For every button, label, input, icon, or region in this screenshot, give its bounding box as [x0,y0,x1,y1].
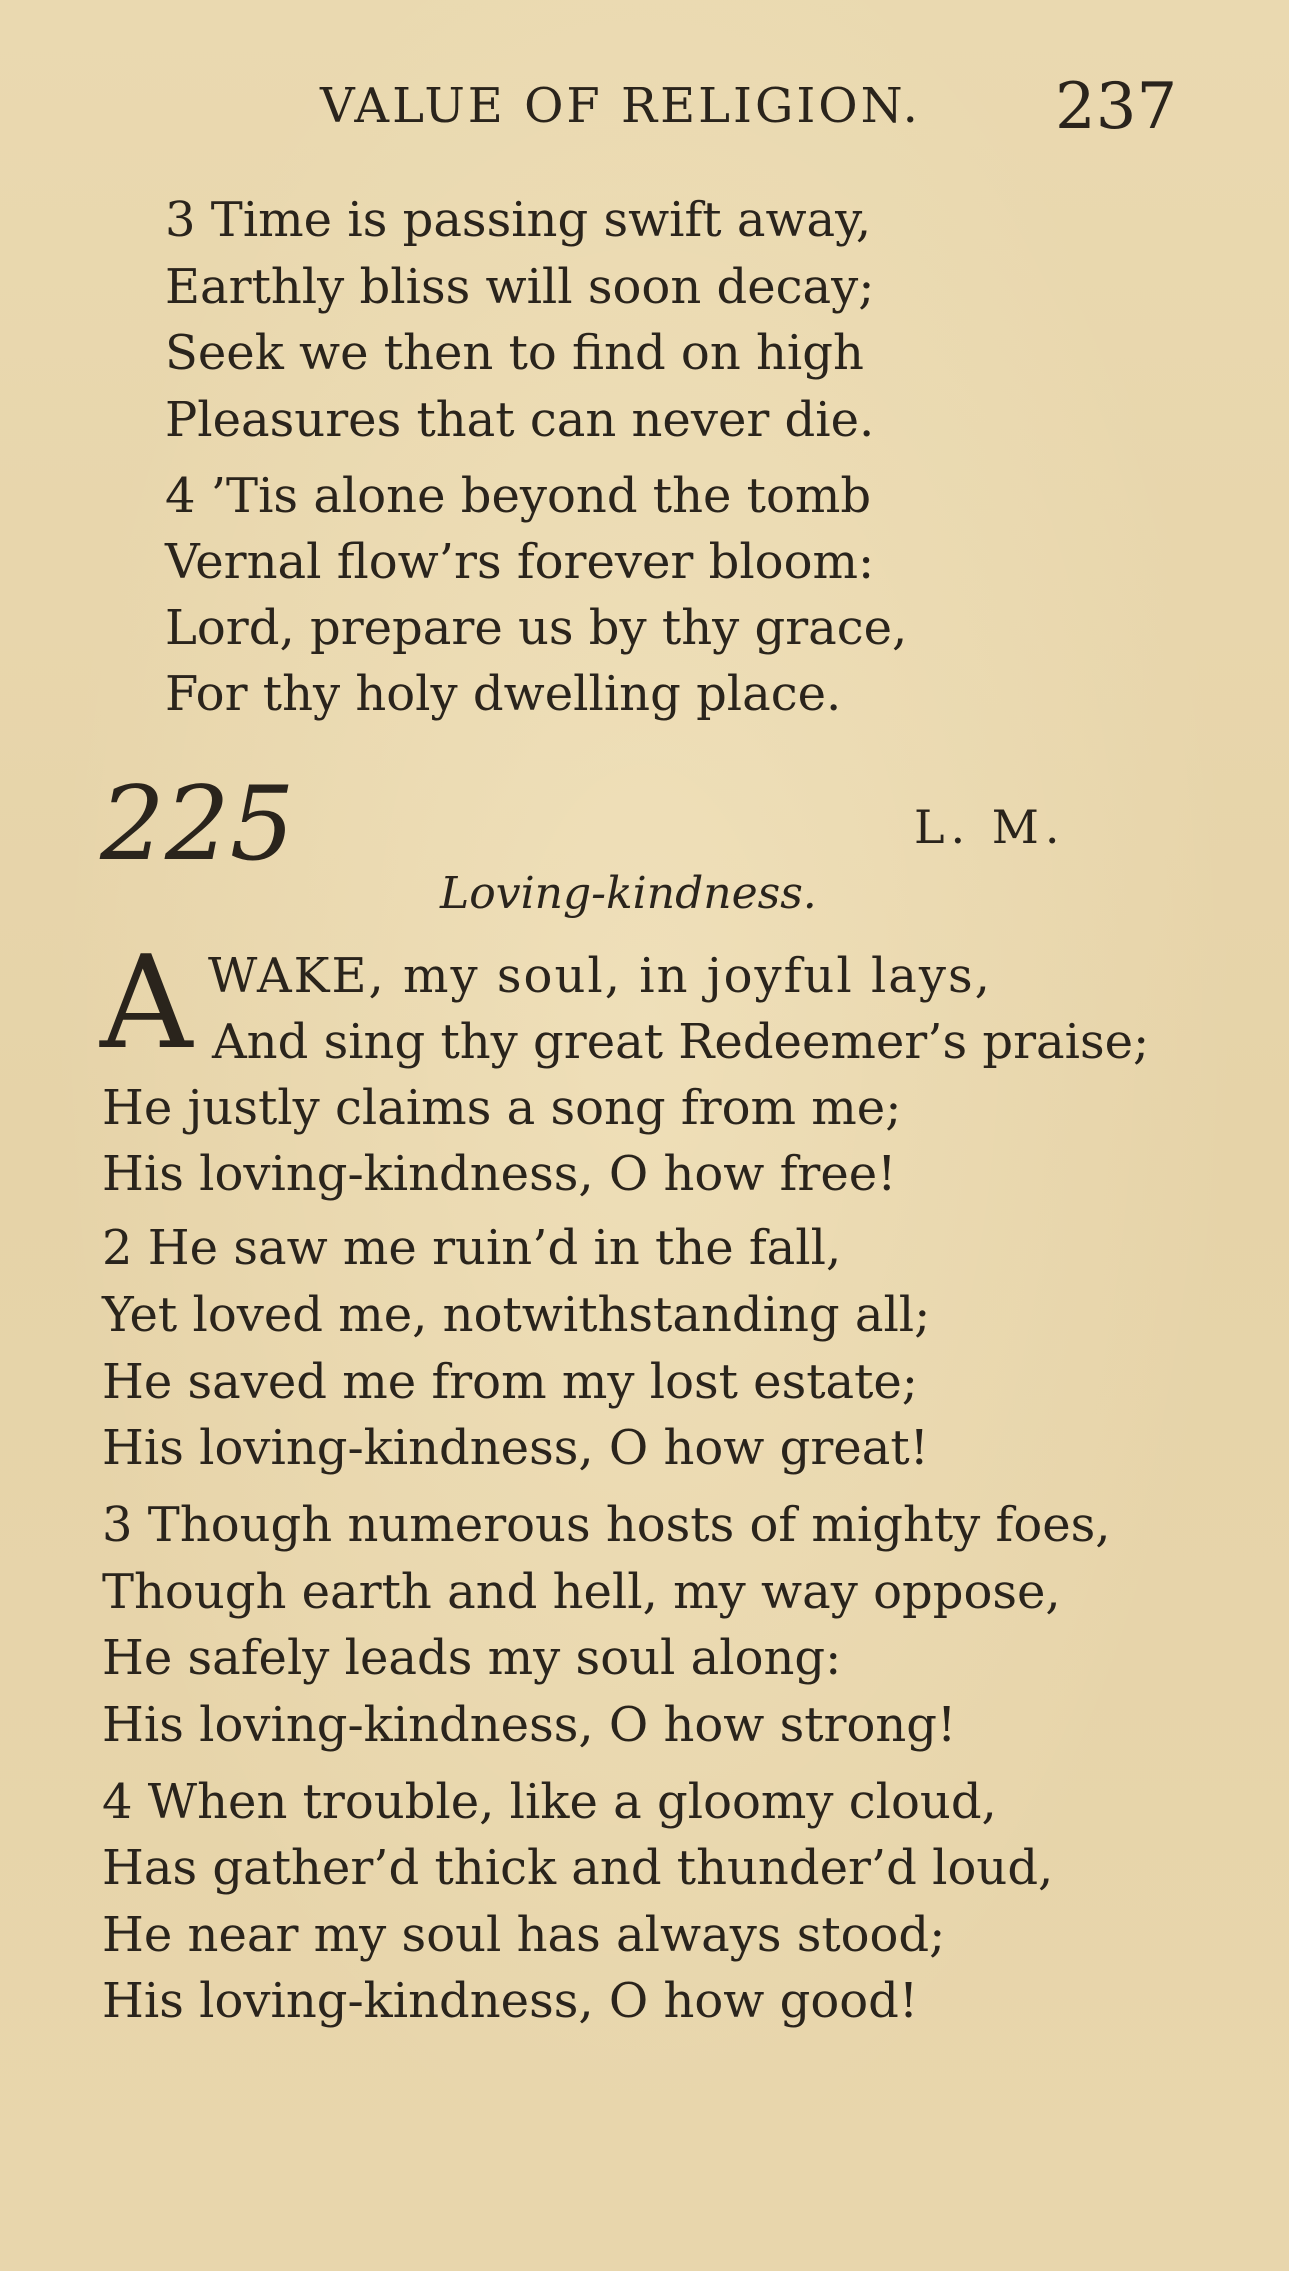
verse-line: Though earth and hell, my way oppose, [102,1564,1061,1620]
page-header [0,70,1289,150]
running-title: VALUE OF RELIGION. [320,78,921,134]
verse-line: Pleasures that can never die. [165,392,875,448]
hymn-number: 225 [100,765,295,884]
verse-line: Lord, prepare us by thy grace, [165,600,908,656]
verse-line: His loving-kindness, O how strong! [102,1697,957,1753]
verse-line: Vernal flow’rs forever bloom: [165,534,875,590]
verse-line: Has gather’d thick and thunder’d loud, [102,1840,1054,1896]
verse-line: He safely leads my soul along: [102,1630,842,1686]
verse-line: He saved me from my lost estate; [102,1354,918,1410]
page-number: 237 [1055,70,1178,144]
verse-line-first: WAKE, my soul, in joyful lays, [208,948,992,1004]
verse-line: His loving-kindness, O how good! [102,1973,919,2029]
verse-line: His loving-kindness, O how great! [102,1420,929,1476]
verse-line: And sing thy great Redeemer’s praise; [212,1014,1150,1070]
verse-line: His loving-kindness, O how free! [102,1146,897,1202]
hymn-title: Loving-kindness. [440,868,817,919]
verse-line: Earthly bliss will soon decay; [165,259,875,315]
verse-line: He near my soul has always stood; [102,1907,946,1963]
verse-line: He justly claims a song from me; [102,1080,902,1136]
dropcap-letter: A [100,929,193,1078]
verse-line: 2 He saw me ruin’d in the fall, [102,1220,842,1276]
verse-line: 4 When trouble, like a gloomy cloud, [102,1774,997,1830]
verse-line: 3 Though numerous hosts of mighty foes, [102,1497,1111,1553]
verse-line: 4 ’Tis alone beyond the tomb [165,468,872,524]
verse-line: For thy holy dwelling place. [165,666,842,722]
verse-line: Yet loved me, notwithstanding all; [102,1287,931,1343]
verse-line: 3 Time is passing swift away, [165,192,872,248]
hymn-meter: L. M. [914,800,1066,854]
verse-line: Seek we then to find on high [165,325,864,381]
